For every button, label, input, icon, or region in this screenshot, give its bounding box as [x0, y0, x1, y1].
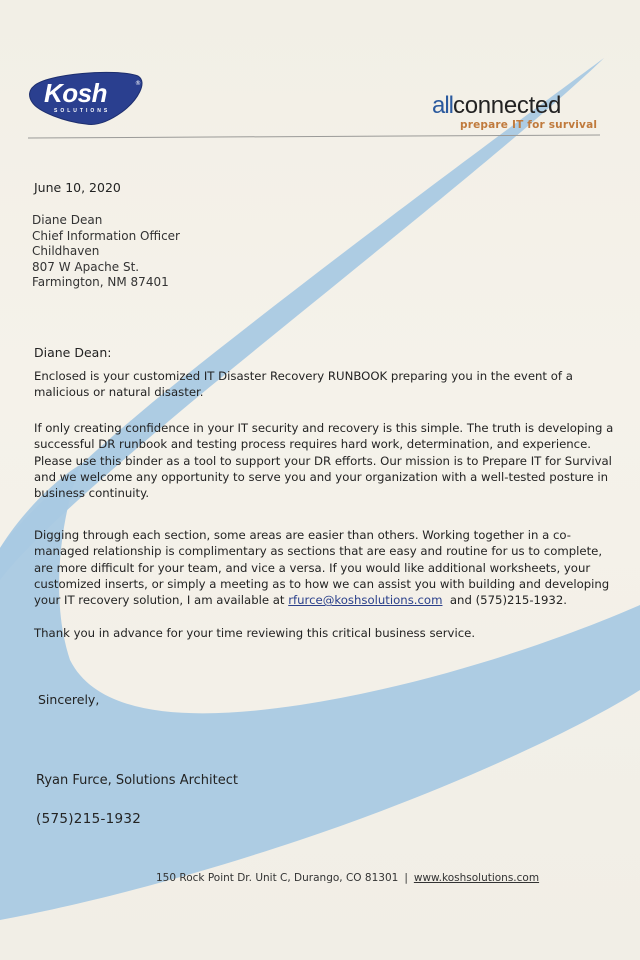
recipient-street: 807 W Apache St. — [32, 259, 140, 274]
recipient-city-state-zip: Farmington, NM 87401 — [32, 275, 169, 289]
allconnected-tagline: prepare IT for survival — [460, 119, 598, 131]
signature-phone: (575)215-1932 — [36, 811, 142, 827]
allconnected-logo-connected: connected — [453, 92, 562, 119]
letter-date: June 10, 2020 — [34, 180, 121, 195]
email-link[interactable]: rfurce@koshsolutions.com — [288, 593, 443, 608]
recipient-organization: Childhaven — [32, 244, 100, 258]
footer-separator: | — [404, 872, 408, 884]
salutation: Diane Dean: — [34, 345, 112, 360]
closing: Sincerely, — [38, 692, 100, 707]
signature-name-title: Ryan Furce, Solutions Architect — [36, 773, 238, 788]
kosh-logo-name: Kosh — [44, 78, 107, 108]
footer-address: 150 Rock Point Dr. Unit C, Durango, CO 81301 — [156, 872, 399, 884]
recipient-address — [32, 213, 180, 291]
body-paragraph-2: If only creating confidence in your IT security and recovery is this simple. The truth is developing a successful DR runbook and testing process requires hard work, determination, and experience. Please use this binder as a tool to support your DR efforts. Our mission is to Prepare IT for Survival and we welcome any opportunity to serve you and your organization with a well-tested posture in business continuity. — [34, 421, 614, 501]
allconnected-logo-all: all — [432, 92, 454, 119]
footer — [156, 870, 539, 887]
paragraph-3-text: Digging through each section, some areas are easier than others. Working together in a co-managed relationship is complimentary as sections that are easy and routine for us to complete, are more difficult for your team, and vice a versa. If you would like additional worksheets, your customized inserts, or simply a meeting as to how we can assist you with building and developing your IT recovery solution, I am available at — [34, 528, 610, 608]
body-paragraph-4: Thank you in advance for your time reviewing this critical business service. — [34, 626, 476, 640]
registered-mark: ® — [135, 80, 141, 87]
allconnected-logo — [432, 92, 561, 120]
recipient-title: Chief Information Officer — [32, 228, 180, 243]
recipient-name: Diane Dean — [32, 213, 103, 227]
paragraph-3-phone-text: and (575)215-1932. — [442, 593, 568, 608]
kosh-logo-subtitle: SOLUTIONS — [54, 108, 111, 114]
body-paragraph-1: Enclosed is your customized IT Disaster Recovery RUNBOOK preparing you in the event of a malicious or natural disaster. — [34, 369, 573, 400]
footer-website-link[interactable]: www.koshsolutions.com — [413, 872, 540, 884]
body-paragraph-3 — [34, 527, 614, 608]
